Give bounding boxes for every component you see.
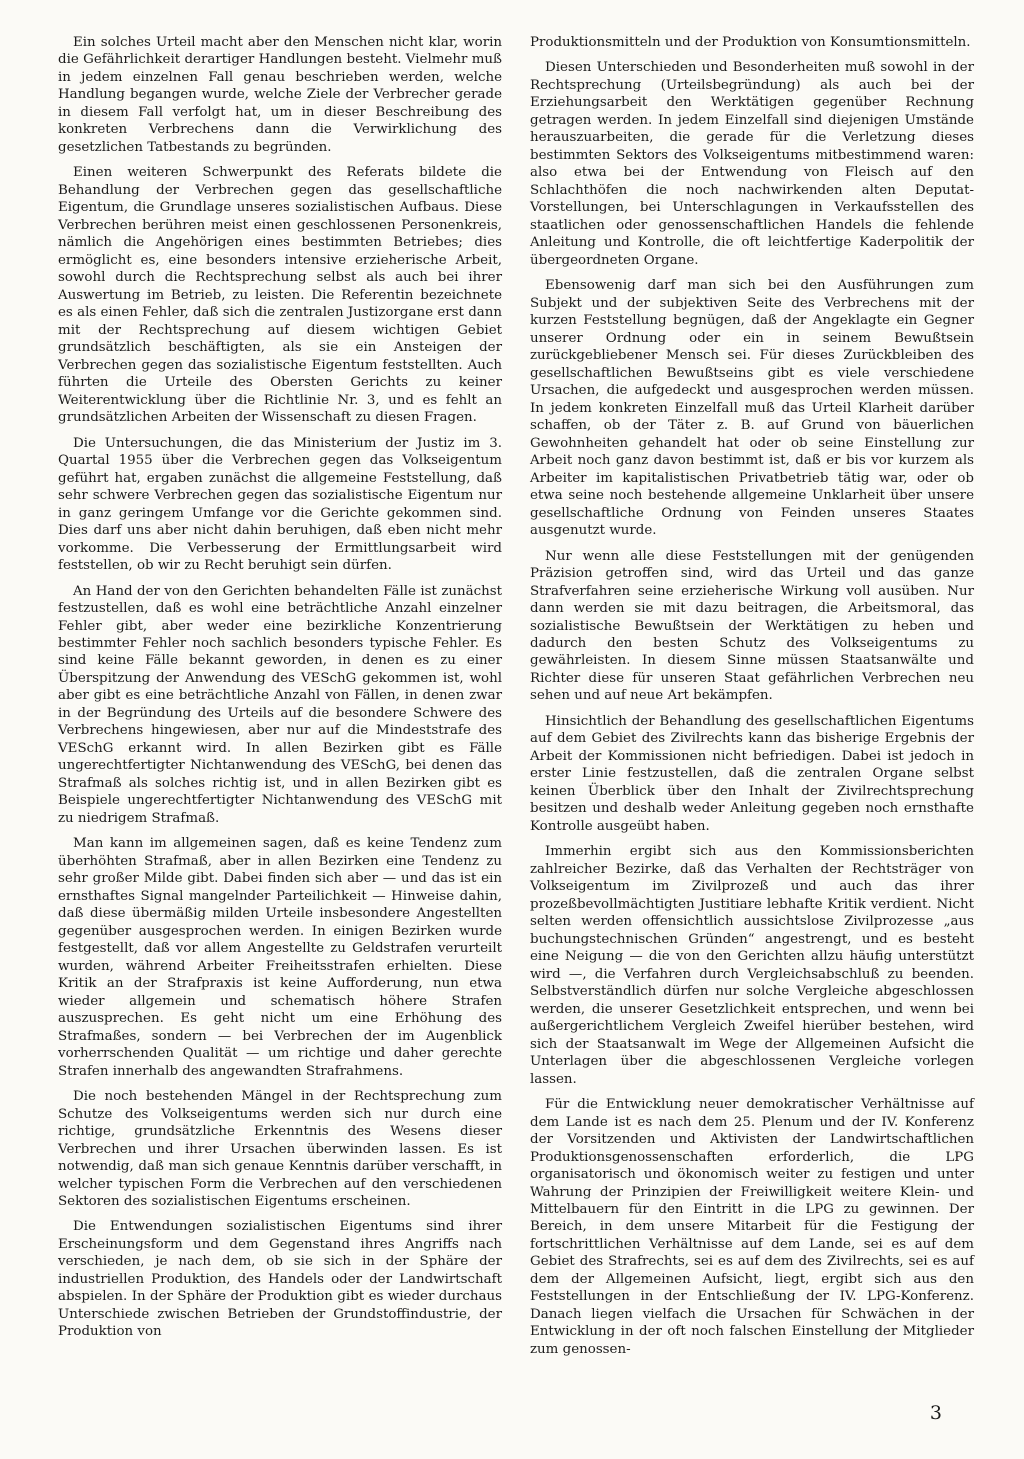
paragraph: Hinsichtlich der Behandlung des gesellschaftlichen Eigentums auf dem Gebiet des Zivilrechts kann das bisherige Ergebnis der Arbeit der Kommissionen nicht befriedigen. Dabei ist jedoch in erster Linie festzustellen, daß die zentralen Organe selbst keinen Überblick über den Inhalt der Zivilrechtsprechung besitzen und deshalb weder Anleitung gegeben noch ernsthafte Kontrolle ausgeübt haben. <box>530 713 974 834</box>
paragraph: Ebensowenig darf man sich bei den Ausführungen zum Subjekt und der subjektiven Seite des Verbrechens mit der kurzen Feststellung begnügen, daß der Angeklagte ein Gegner unserer Ordnung oder ein in seinem Bewußtsein zurückgebliebener Mensch sei. Für dieses Zurückbleiben des gesellschaftlichen Bewußtseins gibt es viele verschiedene Ursachen, die aufgedeckt und ausgesprochen werden müssen. In jedem konkreten Einzelfall muß das Urteil Klarheit darüber schaffen, ob der Täter z. B. auf Grund von bäuerlichen Gewohnheiten gehandelt hat oder ob seine Einstellung zur Arbeit noch ganz davon bestimmt ist, daß er bis vor kurzem als Arbeiter im kapitalistischen Privatbetrieb tätig war, oder ob etwa seine noch bestehende allgemeine Unklarheit über unsere gesellschaftliche Ordnung von Feinden unseres Staates ausgenutzt wurde. <box>530 278 974 539</box>
paragraph: An Hand der von den Gerichten behandelten Fälle ist zunächst festzustellen, daß es wohl eine beträchtliche Anzahl einzelner Fehler gibt, aber weder eine bezirkliche Konzentrierung bestimmter Fehler noch sachlich besonders typische Fehler. Es sind keine Fälle bekannt geworden, in denen es zu einer Überspitzung der Anwendung des VESchG gekommen ist, wohl aber gibt es eine beträchtliche Anzahl von Fällen, in denen zwar in der Begründung des Urteils auf die besondere Schwere des Verbrechens hingewiesen, aber nur auf die Mindeststrafe des VESchG erkannt wird. In allen Bezirken gibt es Fälle ungerechtfertigter Nichtanwendung des VESchG, bei denen das Strafmaß als solches richtig ist, und in allen Bezirken gibt es Beispiele ungerechtfertigter Nichtanwendung des VESchG mit zu niedrigem Strafmaß. <box>58 583 502 826</box>
paragraph: Ein solches Urteil macht aber den Menschen nicht klar, worin die Gefährlichkeit derartiger Handlungen besteht. Vielmehr muß in jedem einzelnen Fall genau beschrieben werden, welche Handlung begangen wurde, welche Ziele der Verbrecher gerade in diesem Fall verfolgt hat, um in dieser Beschreibung des konkreten Verbrechens dann die Verwirklichung des gesetzlichen Tatbestands zu begründen. <box>58 35 502 155</box>
paragraph: Diesen Unterschieden und Besonderheiten muß sowohl in der Rechtsprechung (Urteilsbegründung) als auch bei der Erziehungsarbeit den Werktätigen gegenüber Rechnung getragen werden. In jedem Einzelfall sind diejenigen Umstände herauszuarbeiten, die gerade für die Verletzung dieses bestimmten Sektors des Volkseigentums mitbestimmend waren: also etwa bei der Entwendung von Fleisch auf den Schlachthöfen die noch nachwirkenden alten Deputat-Vorstellungen, bei Unterschlagungen in Verkaufsstellen des staatlichen oder genossenschaftlichen Handels die fehlende Anleitung und Kontrolle, die oft leichtfertige Kaderpolitik der übergeordneten Organe. <box>530 60 974 268</box>
right-text-column <box>530 34 974 1366</box>
paragraph: Die Entwendungen sozialistischen Eigentums sind ihrer Erscheinungsform und dem Gegenstand ihres Angriffs nach verschieden, je nach dem, ob sie sich in der Sphäre der industriellen Produktion, des Handels oder der Landwirtschaft abspielen. In der Sphäre der Produktion gibt es wieder durchaus Unterschiede zwischen Betrieben der Grundstoffindustrie, der Produktion von <box>58 1219 502 1340</box>
paragraph: Man kann im allgemeinen sagen, daß es keine Tendenz zum überhöhten Strafmaß, aber in allen Bezirken eine Tendenz zu sehr großer Milde gibt. Dabei finden sich aber — und das ist ein ernsthaftes Signal mangelnder Parteilichkeit — Hinweise dahin, daß diese übermäßig milden Urteile insbesondere Angestellten gegenüber ausgesprochen werden. In einigen Bezirken wurde festgestellt, daß vor allem Angestellte zu Geldstrafen verurteilt wurden, während Arbeiter Freiheitsstrafen erhielten. Diese Kritik an der Strafpraxis ist keine Aufforderung, nun etwa wieder allgemein und schematisch höhere Strafen auszusprechen. Es geht nicht um eine Erhöhung des Strafmaßes, sondern — bei Verbrechen der im Augenblick vorherrschenden Qualität — um richtige und daher gerechte Strafen innerhalb des angewandten Strafrahmens. <box>58 836 502 1079</box>
paragraph: Immerhin ergibt sich aus den Kommissionsberichten zahlreicher Bezirke, daß das Verhalten der Rechtsträger von Volkseigentum im Zivilprozeß und auch das ihrer prozeßbevollmächtigten Justitiare lebhafte Kritik verdient. Nicht selten werden offensichtlich aussichtslose Zivilprozesse „aus buchungstechnischen Gründen“ angestrengt, und es besteht eine Neigung — die von den Gerichten allzu häufig unterstützt wird —, die Verfahren durch Vergleichsabschluß zu beenden. Selbstverständlich dürfen nur solche Vergleiche abgeschlossen werden, die unserer Gesetzlichkeit entsprechen, und wenn bei außergerichtlichem Vergleich Zweifel hierüber bestehen, wird sich der Staatsanwalt im Wege der Allgemeinen Aufsicht die Unterlagen über die abgeschlossenen Vergleiche vorlegen lassen. <box>530 844 974 1087</box>
paragraph: Einen weiteren Schwerpunkt des Referats bildete die Behandlung der Verbrechen gegen das gesellschaftliche Eigentum, die Grundlage unseres sozialistischen Aufbaus. Diese Verbrechen berühren meist einen geschlossenen Personenkreis, nämlich die Angehörigen eines bestimmten Betriebes; dies ermöglicht es, eine besonders intensive erzieherische Arbeit, sowohl durch die Rechtsprechung selbst als auch bei ihrer Auswertung im Betrieb, zu leisten. Die Referentin bezeichnete es als einen Fehler, daß sich die zentralen Justizorgane erst dann mit der Rechtsprechung auf diesem wichtigen Gebiet grundsätzlich beschäftigten, als sie ein Ansteigen der Verbrechen gegen das sozialistische Eigentum feststellten. Auch führten die Urteile des Obersten Gerichts zu keiner Weiterentwicklung über die Richtlinie Nr. 3, und es fehlt an grundsätzlichen Arbeiten der Wissenschaft zu diesen Fragen. <box>58 165 502 426</box>
paragraph: Für die Entwicklung neuer demokratischer Verhältnisse auf dem Lande ist es nach dem 25. Plenum und der IV. Konferenz der Vorsitzenden und Aktivisten der Landwirtschaftlichen Produktionsgenossenschaften erforderlich, die LPG organisatorisch und ökonomisch weiter zu festigen und unter Wahrung der Prinzipien der Freiwilligkeit weitere Klein- und Mittelbauern für den Eintritt in die LPG zu gewinnen. Der Bereich, in dem unsere Mitarbeit für die Festigung der fortschrittlichen Verhältnisse auf dem Lande, sei es auf dem Gebiet des Strafrechts, sei es auf dem des Zivilrechts, sei es auf dem der Allgemeinen Aufsicht, liegt, ergibt sich aus den Feststellungen in der Entschließung der IV. LPG-Konferenz. Danach liegen vielfach die Ursachen für Schwächen in der Entwicklung in der oft noch falschen Einstellung der Mitglieder zum genossen- <box>530 1097 974 1357</box>
page-number: 3 <box>929 1402 942 1424</box>
paragraph: Produktionsmitteln und der Produktion von Konsumtionsmitteln. <box>530 35 971 50</box>
left-text-column <box>58 34 502 1349</box>
paragraph: Die Untersuchungen, die das Ministerium der Justiz im 3. Quartal 1955 über die Verbrechen gegen das Volkseigentum geführt hat, ergaben zunächst die allgemeine Feststellung, daß sehr schwere Verbrechen gegen das sozialistische Eigentum nur in ganz geringem Umfange vor die Gerichte gekommen sind. Dies darf uns aber nicht dahin beruhigen, daß eben nicht mehr vorkomme. Die Verbesserung der Ermittlungsarbeit wird feststellen, ob wir zu Recht beruhigt sein dürfen. <box>58 435 502 574</box>
paragraph: Nur wenn alle diese Feststellungen mit der genügenden Präzision getroffen sind, wird das Urteil und das ganze Strafverfahren seine erzieherische Wirkung voll ausüben. Nur dann werden sie mit dazu beitragen, die Arbeitsmoral, das sozialistische Bewußtsein der Werktätigen zu heben und dadurch den besten Schutz des Volkseigentums zu gewährleisten. In diesem Sinne müssen Staatsanwälte und Richter diese für unseren Staat gefährlichen Verbrechen neu sehen und auf neue Art bekämpfen. <box>530 548 974 704</box>
paragraph: Die noch bestehenden Mängel in der Rechtsprechung zum Schutze des Volkseigentums werden sich nur durch eine richtige, grundsätzliche Erkenntnis des Wesens dieser Verbrechen und ihrer Ursachen überwinden lassen. Es ist notwendig, daß man sich genaue Kenntnis darüber verschafft, in welcher typischen Form die Verbrechen auf den verschiedenen Sektoren des sozialistischen Eigentums erscheinen. <box>58 1089 502 1209</box>
